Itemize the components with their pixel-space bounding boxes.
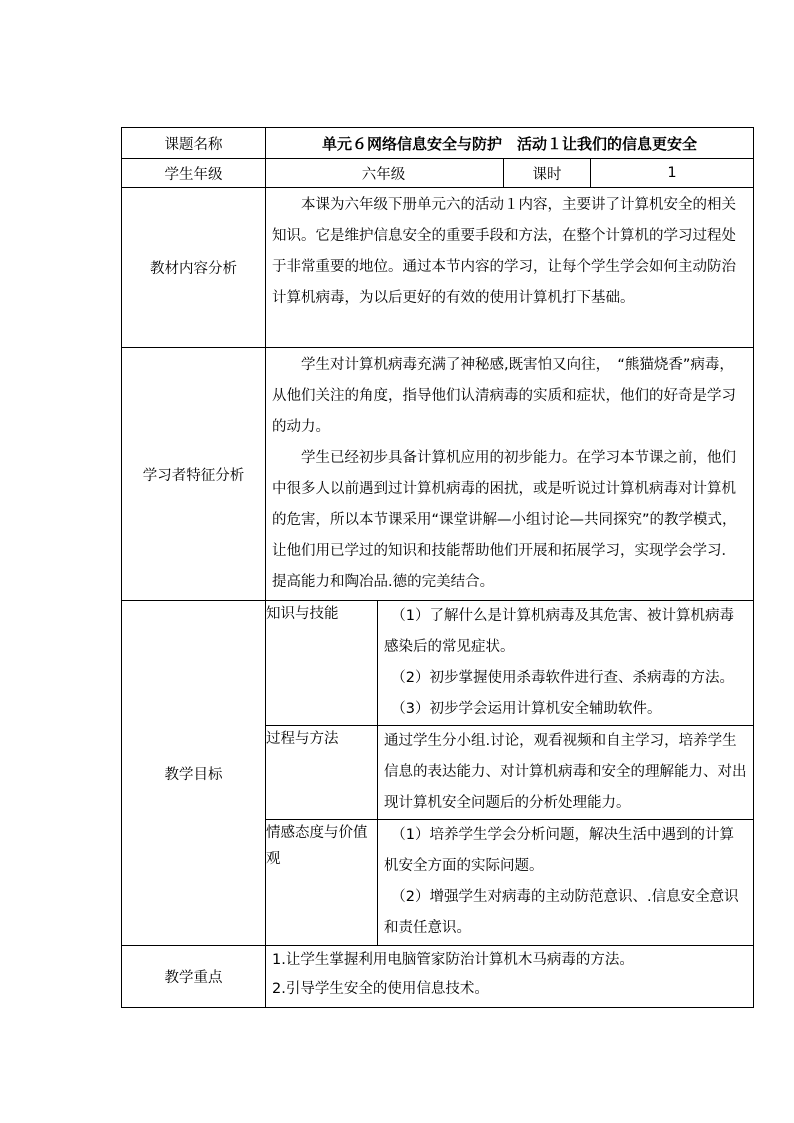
emotion-item-1: （1）培养学生学会分析问题，解决生活中遇到的计算机安全方面的实际问题。 <box>384 827 734 874</box>
learner-analysis-label: 学习者特征分析 <box>122 348 266 601</box>
emotion-values-cell <box>378 820 754 946</box>
course-title-value: 单元６网络信息安全与防护 活动１让我们的信息更安全 <box>266 128 754 159</box>
knowledge-skills-label: 知识与技能 <box>266 601 378 726</box>
learner-analysis-row <box>122 348 754 601</box>
teaching-goals-label: 教学目标 <box>122 601 266 946</box>
emotion-item-2: （2）增强学生对病毒的主动防范意识、.信息安全意识和责任意识。 <box>384 889 739 936</box>
knowledge-row <box>122 601 754 726</box>
grade-value: 六年级 <box>266 159 504 188</box>
hours-value: 1 <box>667 165 677 181</box>
hours-label: 课时 <box>504 159 591 187</box>
grade-label: 学生年级 <box>122 159 266 188</box>
process-method-text: 通过学生分小组.讨论，观看视频和自主学习，培养学生信息的表达能力、对计算机病毒和安全的理解能力、对出现计算机安全问题后的分析处理能力。 <box>384 733 747 811</box>
teaching-focus-row <box>122 946 754 1008</box>
course-title-row <box>122 128 754 159</box>
knowledge-item-2: （2）初步掌握使用杀毒软件进行查、杀病毒的方法。 <box>391 670 734 686</box>
focus-item-2: 2.引导学生安全的使用信息技术。 <box>272 981 489 997</box>
learner-analysis-cell <box>266 348 754 601</box>
emotion-values-label: 情感态度与价值观 <box>266 820 378 946</box>
focus-item-1: 1.让学生掌握利用电脑管家防治计算机木马病毒的方法。 <box>272 952 634 968</box>
process-method-label: 过程与方法 <box>266 726 378 820</box>
material-analysis-row <box>122 188 754 348</box>
material-analysis-text: 本课为六年级下册单元六的活动１内容，主要讲了计算机安全的相关知识。它是维护信息安全的重要手段和方法，在整个计算机的学习过程处于非常重要的地位。通过本节内容的学习，让每个学生学会如何主动防治计算机病毒，为以后更好的有效的使用计算机打下基础。 <box>272 197 736 306</box>
knowledge-item-3: （3）初步学会运用计算机安全辅助软件。 <box>391 701 662 717</box>
teaching-focus-cell <box>266 946 754 1008</box>
process-method-cell <box>378 726 754 820</box>
teaching-focus-label: 教学重点 <box>122 946 266 1008</box>
knowledge-item-1: （1）了解什么是计算机病毒及其危害、被计算机病毒感染后的常见症状。 <box>384 608 734 655</box>
material-analysis-label: 教材内容分析 <box>122 188 266 348</box>
hours-cells <box>504 159 754 188</box>
grade-row <box>122 159 754 188</box>
learner-paragraph-2: 学生已经初步具备计算机应用的初步能力。在学习本节课之前，他们中很多人以前遇到过计算机病毒的困扰，或是听说过计算机病毒对计算机的危害，所以本节课采用“课堂讲解—小组讨论—共同探究”的教学模式，让他们用已学过的知识和技能帮助他们开展和拓展学习，实现学会学习．提高能力和陶冶品.德的完美结合。 <box>272 450 737 590</box>
lesson-plan-table <box>121 127 754 1008</box>
course-title-label: 课题名称 <box>122 128 266 159</box>
learner-paragraph-1: 学生对计算机病毒充满了神秘感,既害怕又向往， “熊猫烧香”病毒，从他们关注的角度，指导他们认清病毒的实质和症状，他们的好奇是学习的动力。 <box>272 357 736 435</box>
material-analysis-cell <box>266 188 754 348</box>
knowledge-skills-cell <box>378 601 754 726</box>
